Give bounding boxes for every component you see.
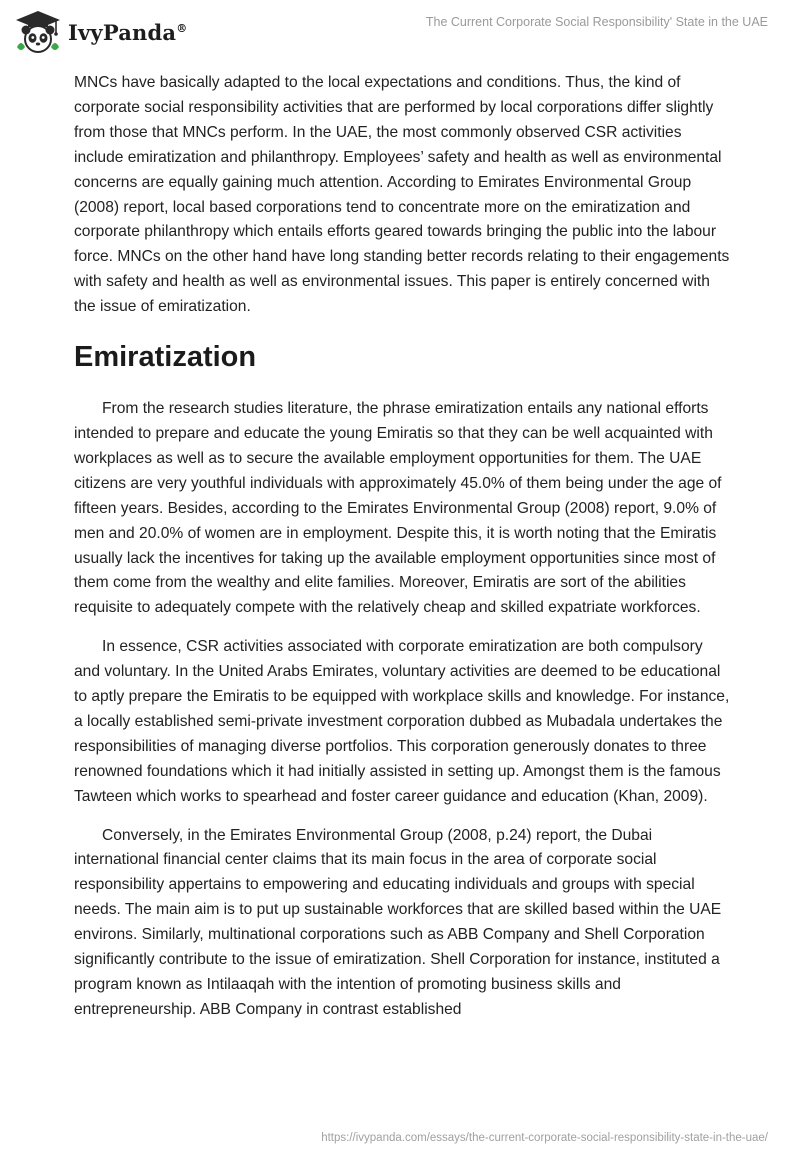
logo-text: IvyPanda® (68, 19, 188, 45)
article-body (74, 71, 730, 1037)
logo[interactable] (14, 8, 187, 56)
document-title: The Current Corporate Social Responsibility' State in the UAE (425, 15, 768, 29)
page-header (0, 0, 800, 62)
body-paragraph-3: Conversely, in the Emirates Environmental Group (2008, p.24) report, the Dubai international financial center claims that its main focus in the area of corporate social responsibility appertains to empowering and educating individuals and groups with special needs. The main aim is to put up sustainable workforces that are skilled based within the UAE environs. Similarly, multinational corporations such as ABB Company and Shell Corporation significantly contribute to the issue of emiratization. Shell Corporation for instance, instituted a program known as Intilaaqah with the intention of promoting business skills and entrepreneurship. ABB Company in contrast established (74, 826, 722, 1018)
section-heading: Emiratization (74, 341, 257, 374)
source-url[interactable]: https://ivypanda.com/essays/the-current-corporate-social-responsibility-state-in-the-uae/ (321, 1132, 768, 1144)
body-paragraph-2: In essence, CSR activities associated with corporate emiratization are both compulsory and voluntary. In the United Arabs Emirates, voluntary activities are deemed to be educational to aptly prepare the Emiratis to be equipped with workplace skills and knowledge. For instance, a locally established semi-private investment corporation dubbed as Mubadala undertakes the responsibilities of managing diverse portfolios. This corporation generously donates to three renowned foundations which it had initially assisted in setting up. Amongst them is the famous Tawteen which works to spearhead and foster career guidance and education (Khan, 2009). (74, 638, 730, 805)
body-paragraph-1: From the research studies literature, the phrase emiratization entails any national efforts intended to prepare and educate the young Emiratis so that they can be well acquainted with workplaces as well as to secure the available employment opportunities for them. The UAE citizens are very youthful individuals with approximately 45.0% of them being under the age of fifteen years. Besides, according to the Emirates Environmental Group (2008) report, 9.0% of men and 20.0% of women are in employment. Despite this, it is worth noting that the Emiratis usually lack the incentives for taking up the available employment opportunities since most of them come from the wealthy and elite families. Moreover, Emiratis are sort of the abilities requisite to adequately compete with the relatively cheap and skilled expatriate workforces. (74, 400, 722, 617)
panda-graduate-icon (14, 9, 62, 55)
intro-paragraph: MNCs have basically adapted to the local expectations and conditions. Thus, the kind of corporate social responsibility activities that are performed by local corporations differ slightly from those that MNCs perform. In the UAE, the most commonly observed CSR activities include emiratization and philanthropy. Employees’ safety and health as well as environmental concerns are equally gaining much attention. According to Emirates Environmental Group (2008) report, local based corporations tend to concentrate more on the emiratization and corporate philanthropy which entails efforts geared towards bringing the public into the labour force. MNCs on the other hand have long standing better records relating to their engagements with safety and health as well as environmental issues. This paper is entirely concerned with the issue of emiratization. (74, 74, 730, 316)
